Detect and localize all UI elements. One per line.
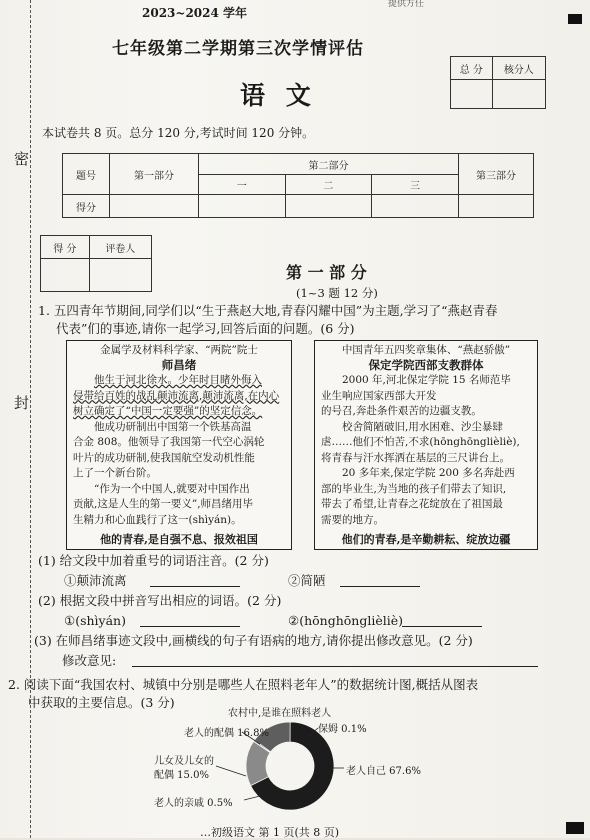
right-box-title: 中国青年五四奖章集体、“燕赵骄傲” [341,344,511,356]
binding-line [30,0,31,838]
label-children-1: 儿女及儿女的 [154,756,214,767]
q1-sub1-b: ②简陋 [288,573,326,588]
q1-sub1-a: ①颠沛流离 [64,573,127,588]
leader-lines [150,716,370,816]
exam-title: 七年级第二学期第三次学情评估 [112,39,364,59]
q1-sub2: (2) 根据文段中拼音写出相应的词语。(2 分) [38,593,282,608]
right-p1-l1: 2000 年,河北保定学院 15 名师范毕 [342,374,511,386]
right-p3-l1: 20 多年来,保定学院 200 多名奔赴西 [342,467,515,479]
label-relatives: 老人的亲戚 0.5% [154,798,233,809]
right-p2-l3: 将青春与汗水挥洒在基层的三尺讲台上。 [321,451,510,464]
chart-title: 农村中,是谁在照料老人 [228,708,332,719]
right-box-name: 保定学院西部支教群体 [368,358,484,372]
section-title: 第 一 部 分 [286,263,367,282]
left-box-name: 师昌绪 [161,358,197,372]
q1-stem-2: 代表”们的事迹,请你一起学习,回答后面的问题。(6 分) [56,321,355,336]
right-p3-l4: 需要的地方。 [321,513,384,526]
answer-blank-1a[interactable] [150,586,240,587]
left-box-title: 金属学及材料科学家、“两院”院士 [100,344,258,356]
th-part2-2: 二 [285,175,372,195]
top-fragment: 提供方任 [388,0,425,9]
page-footer: …初级语文 第 1 页(共 8 页) [200,826,340,839]
q2-stem-2: 中获取的主要信息。(3 分) [28,695,175,710]
left-p2-l2: 合金 808。他领导了我国第一代空心涡轮 [73,436,265,448]
answer-blank-1b[interactable] [340,586,420,587]
right-p3-l3: 带去了希望,让青春之花绽放在了祖国最 [321,498,503,510]
right-p1-l2: 业生响应国家西部大开发 [321,389,437,402]
right-p2-l2: 虐……他们不怕苦,不求(hōnghōnglièliè), [321,436,520,448]
left-p2-l1: 他成功研制出中国第一个铁基高温 [94,420,252,433]
answer-blank-3[interactable] [132,666,538,667]
score-table [62,153,534,218]
score-cell-part2-1[interactable] [199,195,286,218]
left-p2-l3: 叶片的成功研制,使我国航空发动机性能 [73,451,255,464]
right-box-footer: 他们的青春,是辛勤耕耘、绽放边疆 [341,533,511,546]
left-box-footer: 他的青春,是自强不息、报效祖国 [100,533,258,546]
label-children-2: 配偶 15.0% [154,770,209,781]
grader-score-label: 得 分 [41,236,90,259]
q1-sub1: (1) 给文段中加着重号的词语注音。(2 分) [38,553,269,568]
score-cell-part3[interactable] [459,195,534,218]
score-cell-part2-3[interactable] [372,195,459,218]
q1-sub2-b: ②(hōnghōnglièliè) [288,613,404,628]
left-p3-l2: 贡献,这是人生的第一要义”,师昌绪用毕 [73,498,254,510]
checker-cell[interactable] [492,80,545,109]
grader-name-label: 评卷人 [89,236,151,259]
th-part1: 第一部分 [110,154,199,195]
th-question-no: 题号 [63,154,110,195]
section-subtitle: (1~3 题 12 分) [296,286,378,300]
right-passage-box [314,340,538,550]
total-score-cell[interactable] [451,80,493,109]
grader-score-cell[interactable] [41,259,90,292]
seal-char-feng: 封 [14,394,30,412]
row-score-label: 得分 [63,195,110,218]
left-p2-l4: 上了一个新台阶。 [73,467,157,479]
corner-mark-bottom [566,822,584,834]
left-p1-l2: 侵带给百姓的战乱颠沛流离,颠沛流离,在内心 [73,389,280,402]
q1-sub3: (3) 在师昌绪事迹文段中,画横线的句子有语病的地方,请你提出修改意见。(2 分) [34,633,473,648]
corner-mark [568,14,582,24]
q1-sub3-label: 修改意见: [62,653,117,668]
left-p1-l1: 他生于河北徐水。少年时目睹外侮入 [94,374,262,386]
label-self: 老人自己 67.6% [346,766,421,777]
answer-blank-2b[interactable] [402,626,482,627]
total-score-label: 总 分 [451,57,493,80]
th-part2: 第二部分 [199,154,459,175]
checker-label: 核分人 [492,57,545,80]
exam-info: 本试卷共 8 页。总分 120 分,考试时间 120 分钟。 [42,126,315,140]
left-p3-l1: “作为一个中国人,就要对中国作出 [94,482,250,495]
grader-box [40,235,152,292]
right-p2-l1: 校舍简陋破旧,用水困难、沙尘暴肆 [342,420,503,433]
q1-stem-1: 1. 五四青年节期间,同学们以“生于燕赵大地,青春闪耀中国”为主题,学习了“燕赵青春 [38,303,498,318]
q1-sub2-a: ①(shìyán) [64,613,126,628]
seal-char-mi: 密 [14,150,30,168]
left-p3-l3: 生精力和心血践行了这一(shìyán)。 [73,513,242,526]
school-year: 2023~2024 学年 [142,6,248,20]
th-part3: 第三部分 [459,154,534,195]
label-spouse: 老人的配偶 16.8% [184,728,269,739]
th-part2-3: 三 [372,175,459,195]
total-score-box [450,56,546,109]
subject-title: 语 文 [240,81,317,110]
left-passage-box [66,340,292,550]
left-p1-l3: 树立确定了“中国一定要强”的坚定信念。 [73,405,263,417]
right-p3-l2: 部的毕业生,为当地的孩子们带去了知识, [321,482,507,495]
right-p1-l3: 的号召,奔赴条件艰苦的边疆支教。 [321,405,482,417]
label-nanny: 保姆 0.1% [318,724,367,735]
th-part2-1: 一 [199,175,286,195]
score-cell-part1[interactable] [110,195,199,218]
grader-name-cell[interactable] [89,259,151,292]
score-cell-part2-2[interactable] [285,195,372,218]
answer-blank-2a[interactable] [140,626,240,627]
q2-stem-1: 2. 阅读下面“我国农村、城镇中分别是哪些人在照料老年人”的数据统计图,概括从图表 [8,677,479,692]
